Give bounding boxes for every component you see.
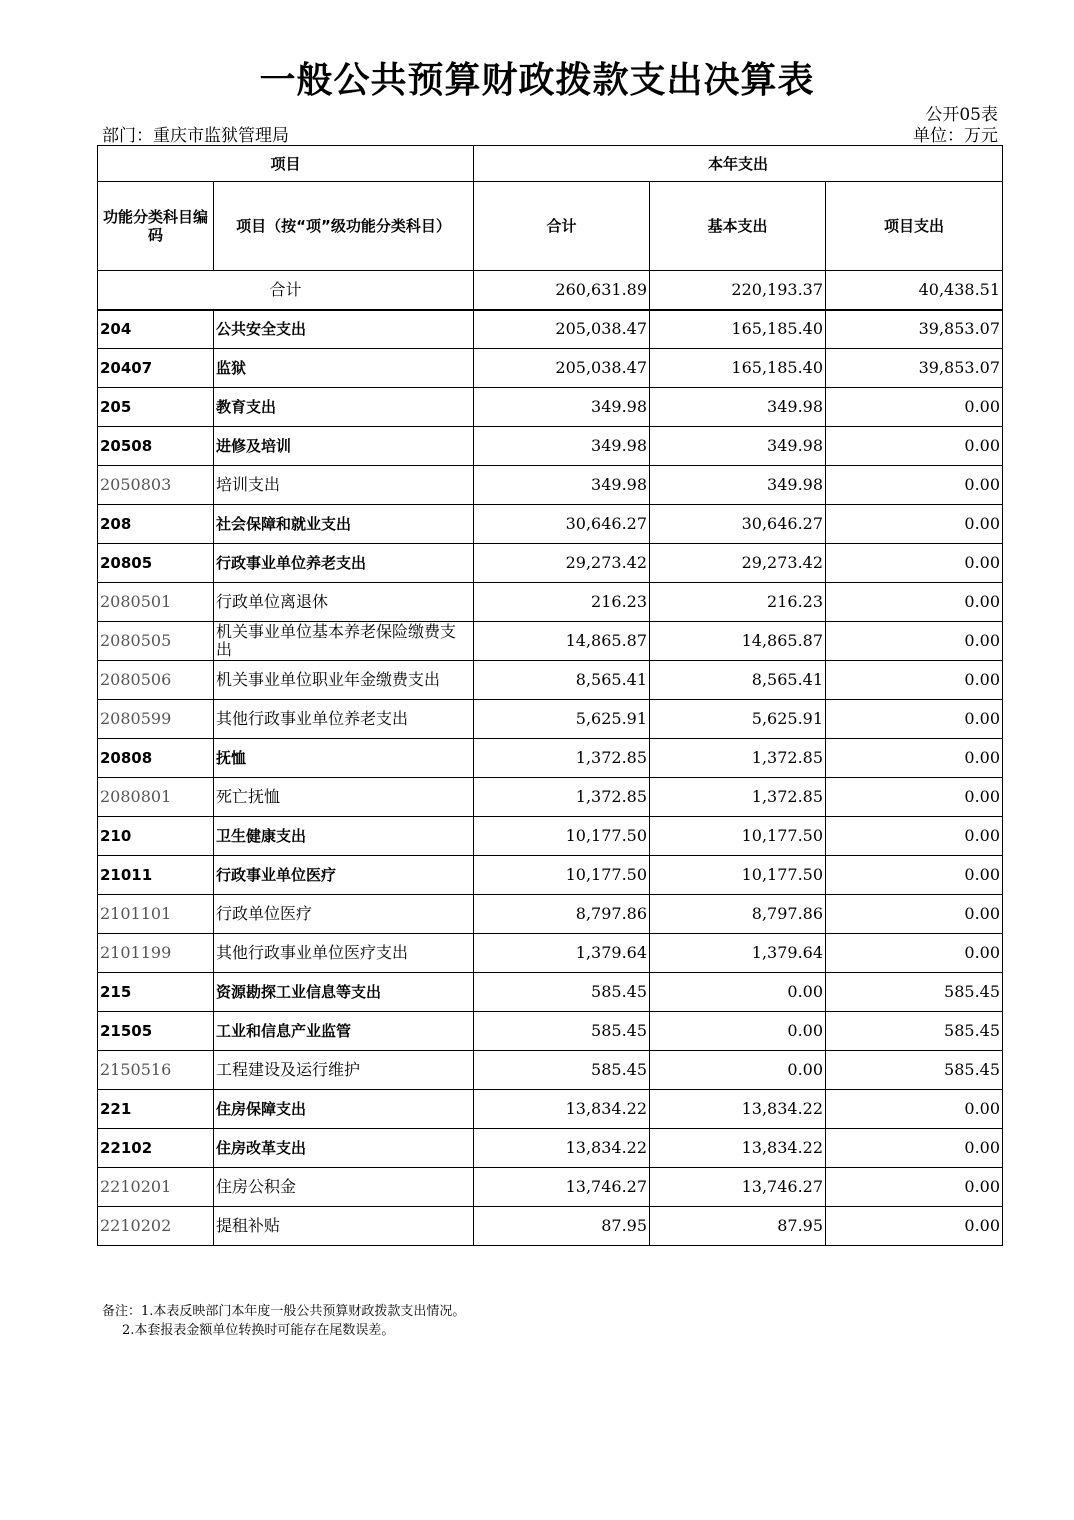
- table-row: [98, 1129, 1003, 1168]
- total-project: 40,438.51: [826, 271, 1003, 310]
- row-total: 585.45: [474, 973, 650, 1012]
- row-name: 行政单位离退休: [214, 583, 474, 622]
- expenditure-table: [97, 145, 1003, 1246]
- header-current-year: 本年支出: [474, 146, 1003, 182]
- table-row: [98, 622, 1003, 661]
- row-project: 585.45: [826, 973, 1003, 1012]
- unit-label: 单位：万元: [913, 126, 998, 146]
- row-name: 抚恤: [214, 739, 474, 778]
- row-name: 行政单位医疗: [214, 895, 474, 934]
- row-name: 培训支出: [214, 466, 474, 505]
- table-row: [98, 739, 1003, 778]
- row-name: 行政事业单位养老支出: [214, 544, 474, 583]
- row-total: 10,177.50: [474, 856, 650, 895]
- row-total: 585.45: [474, 1012, 650, 1051]
- row-basic: 5,625.91: [650, 700, 826, 739]
- row-code: 215: [98, 973, 214, 1012]
- row-project: 0.00: [826, 505, 1003, 544]
- row-name: 其他行政事业单位医疗支出: [214, 934, 474, 973]
- row-basic: 30,646.27: [650, 505, 826, 544]
- row-code: 20808: [98, 739, 214, 778]
- row-name: 其他行政事业单位养老支出: [214, 700, 474, 739]
- table-row: [98, 661, 1003, 700]
- table-row: [98, 817, 1003, 856]
- row-project: 0.00: [826, 622, 1003, 661]
- row-code: 2080506: [98, 661, 214, 700]
- total-basic: 220,193.37: [650, 271, 826, 310]
- row-name: 死亡抚恤: [214, 778, 474, 817]
- header-func-code: 功能分类科目编码: [98, 182, 214, 271]
- row-project: 0.00: [826, 739, 1003, 778]
- table-row: [98, 349, 1003, 388]
- row-project: 585.45: [826, 1051, 1003, 1090]
- table-row: [98, 388, 1003, 427]
- row-total: 1,372.85: [474, 739, 650, 778]
- row-project: 0.00: [826, 661, 1003, 700]
- row-name: 资源勘探工业信息等支出: [214, 973, 474, 1012]
- row-name: 监狱: [214, 349, 474, 388]
- row-total: 1,379.64: [474, 934, 650, 973]
- row-basic: 349.98: [650, 427, 826, 466]
- row-name: 住房公积金: [214, 1168, 474, 1207]
- row-name: 行政事业单位医疗: [214, 856, 474, 895]
- row-code: 2210201: [98, 1168, 214, 1207]
- row-basic: 29,273.42: [650, 544, 826, 583]
- row-total: 205,038.47: [474, 349, 650, 388]
- row-code: 205: [98, 388, 214, 427]
- row-project: 0.00: [826, 388, 1003, 427]
- row-basic: 87.95: [650, 1207, 826, 1246]
- row-code: 204: [98, 310, 214, 349]
- table-row: [98, 1012, 1003, 1051]
- row-basic: 14,865.87: [650, 622, 826, 661]
- row-basic: 10,177.50: [650, 817, 826, 856]
- header-row-1: [98, 146, 1003, 182]
- row-project: 0.00: [826, 1168, 1003, 1207]
- row-code: 2210202: [98, 1207, 214, 1246]
- row-name: 工业和信息产业监管: [214, 1012, 474, 1051]
- row-project: 39,853.07: [826, 349, 1003, 388]
- row-code: 21505: [98, 1012, 214, 1051]
- row-basic: 349.98: [650, 466, 826, 505]
- row-total: 13,746.27: [474, 1168, 650, 1207]
- header-func-name: 项目（按“项”级功能分类科目）: [214, 182, 474, 271]
- row-total: 349.98: [474, 427, 650, 466]
- table-row: [98, 778, 1003, 817]
- table-row: [98, 1168, 1003, 1207]
- row-total: 13,834.22: [474, 1129, 650, 1168]
- row-code: 2150516: [98, 1051, 214, 1090]
- row-basic: 10,177.50: [650, 856, 826, 895]
- row-code: 2080501: [98, 583, 214, 622]
- row-basic: 8,797.86: [650, 895, 826, 934]
- row-project: 0.00: [826, 1207, 1003, 1246]
- row-total: 1,372.85: [474, 778, 650, 817]
- row-total: 216.23: [474, 583, 650, 622]
- note-2: 2.本套报表金额单位转换时可能存在尾数误差。: [122, 1323, 395, 1338]
- row-name: 进修及培训: [214, 427, 474, 466]
- notes: [102, 1302, 465, 1340]
- row-project: 0.00: [826, 778, 1003, 817]
- row-total: 8,565.41: [474, 661, 650, 700]
- row-name: 机关事业单位基本养老保险缴费支出: [214, 622, 474, 661]
- row-basic: 13,834.22: [650, 1090, 826, 1129]
- row-basic: 1,372.85: [650, 778, 826, 817]
- row-total: 13,834.22: [474, 1090, 650, 1129]
- row-name: 机关事业单位职业年金缴费支出: [214, 661, 474, 700]
- header-total: 合计: [474, 182, 650, 271]
- table-row: [98, 1090, 1003, 1129]
- row-project: 39,853.07: [826, 310, 1003, 349]
- row-project: 0.00: [826, 427, 1003, 466]
- row-basic: 0.00: [650, 1051, 826, 1090]
- row-total: 5,625.91: [474, 700, 650, 739]
- row-basic: 8,565.41: [650, 661, 826, 700]
- row-code: 2101199: [98, 934, 214, 973]
- table-row: [98, 466, 1003, 505]
- row-total: 14,865.87: [474, 622, 650, 661]
- row-basic: 216.23: [650, 583, 826, 622]
- table-row: [98, 700, 1003, 739]
- row-total: 585.45: [474, 1051, 650, 1090]
- row-name: 教育支出: [214, 388, 474, 427]
- note-1: 备注：1.本表反映部门本年度一般公共预算财政拨款支出情况。: [102, 1304, 466, 1319]
- row-code: 20508: [98, 427, 214, 466]
- row-total: 349.98: [474, 466, 650, 505]
- row-total: 205,038.47: [474, 310, 650, 349]
- row-basic: 0.00: [650, 973, 826, 1012]
- row-name: 工程建设及运行维护: [214, 1051, 474, 1090]
- row-code: 20407: [98, 349, 214, 388]
- table-row: [98, 973, 1003, 1012]
- row-total: 87.95: [474, 1207, 650, 1246]
- row-project: 0.00: [826, 817, 1003, 856]
- total-row: [98, 271, 1003, 310]
- header-project: 项目: [98, 146, 474, 182]
- row-code: 2101101: [98, 895, 214, 934]
- page-title: 一般公共预算财政拨款支出决算表: [259, 60, 815, 101]
- table-row: [98, 1051, 1003, 1090]
- row-project: 0.00: [826, 856, 1003, 895]
- header-row-2: [98, 182, 1003, 271]
- total-label: 合计: [98, 271, 474, 310]
- row-basic: 13,834.22: [650, 1129, 826, 1168]
- row-project: 0.00: [826, 700, 1003, 739]
- row-name: 住房保障支出: [214, 1090, 474, 1129]
- row-basic: 1,372.85: [650, 739, 826, 778]
- row-code: 2050803: [98, 466, 214, 505]
- row-project: 0.00: [826, 583, 1003, 622]
- form-number: 公开05表: [925, 105, 998, 125]
- row-code: 20805: [98, 544, 214, 583]
- department-label: 部门：重庆市监狱管理局: [102, 126, 289, 146]
- row-code: 221: [98, 1090, 214, 1129]
- row-code: 22102: [98, 1129, 214, 1168]
- row-basic: 13,746.27: [650, 1168, 826, 1207]
- table-row: [98, 1207, 1003, 1246]
- row-code: 21011: [98, 856, 214, 895]
- row-basic: 165,185.40: [650, 349, 826, 388]
- row-basic: 349.98: [650, 388, 826, 427]
- table-row: [98, 505, 1003, 544]
- table-row: [98, 310, 1003, 349]
- row-basic: 165,185.40: [650, 310, 826, 349]
- row-basic: 1,379.64: [650, 934, 826, 973]
- row-project: 0.00: [826, 466, 1003, 505]
- row-project: 0.00: [826, 1129, 1003, 1168]
- row-total: 30,646.27: [474, 505, 650, 544]
- row-code: 208: [98, 505, 214, 544]
- header-basic: 基本支出: [650, 182, 826, 271]
- row-total: 29,273.42: [474, 544, 650, 583]
- row-name: 公共安全支出: [214, 310, 474, 349]
- row-project: 0.00: [826, 895, 1003, 934]
- row-total: 8,797.86: [474, 895, 650, 934]
- table-row: [98, 856, 1003, 895]
- table-row: [98, 934, 1003, 973]
- row-project: 585.45: [826, 1012, 1003, 1051]
- row-name: 社会保障和就业支出: [214, 505, 474, 544]
- row-code: 2080801: [98, 778, 214, 817]
- row-name: 卫生健康支出: [214, 817, 474, 856]
- row-total: 10,177.50: [474, 817, 650, 856]
- row-name: 住房改革支出: [214, 1129, 474, 1168]
- table-row: [98, 895, 1003, 934]
- row-total: 349.98: [474, 388, 650, 427]
- row-project: 0.00: [826, 544, 1003, 583]
- header-project-exp: 项目支出: [826, 182, 1003, 271]
- row-name: 提租补贴: [214, 1207, 474, 1246]
- table-row: [98, 427, 1003, 466]
- row-basic: 0.00: [650, 1012, 826, 1051]
- table-row: [98, 583, 1003, 622]
- row-code: 210: [98, 817, 214, 856]
- row-code: 2080505: [98, 622, 214, 661]
- total-sum: 260,631.89: [474, 271, 650, 310]
- row-project: 0.00: [826, 1090, 1003, 1129]
- row-code: 2080599: [98, 700, 214, 739]
- table-row: [98, 544, 1003, 583]
- row-project: 0.00: [826, 934, 1003, 973]
